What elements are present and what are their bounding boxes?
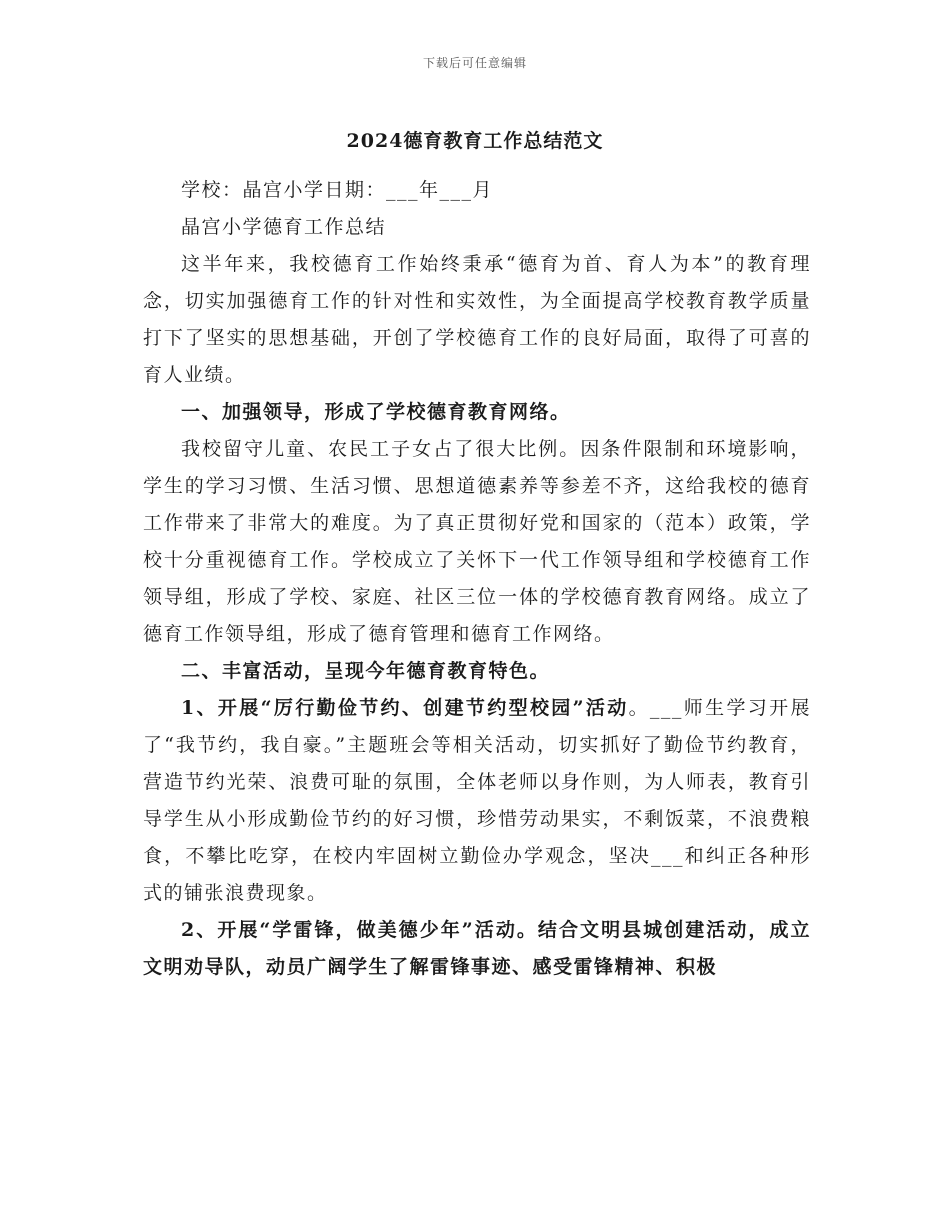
document-subtitle: 晶宫小学德育工作总结	[181, 216, 387, 238]
page-header-note: 下载后可任意编辑	[422, 56, 527, 70]
item-1-paragraph	[143, 690, 811, 912]
intro-paragraph: 这半年来，我校德育工作始终秉承“德育为首、育人为本”的教育理念，切实加强德育工作的针对性和实效性，为全面提高学校教育教学质量打下了坚实的思想基础，开创了学校德育工作的良好局面，取得了可喜的育人业绩。	[143, 253, 811, 386]
section-1-paragraph: 我校留守儿童、农民工子女占了很大比例。因条件限制和环境影响，学生的学习习惯、生活习惯、思想道德素养等参差不齐，这给我校的德育工作带来了非常大的难度。为了真正贯彻好党和国家的（范本）政策，学校十分重视德育工作。学校成立了关怀下一代工作领导组和学校德育工作领导组，形成了学校、家庭、社区三位一体的学校德育教育网络。成立了德育工作领导组，形成了德育管理和德育工作网络。	[143, 438, 811, 645]
document-title: 2024德育教育工作总结范文	[346, 130, 604, 152]
item-2-paragraph: 2、开展“学雷锋，做美德少年”活动。结合文明县城创建活动，成立文明劝导队，动员广阔学生了解雷锋事迹、感受雷锋精神、积极	[143, 919, 811, 978]
item-1-heading: 1、开展“厉行勤俭节约、创建节约型校园”活动	[181, 697, 629, 719]
section-1-heading: 一、加强领导，形成了学校德育教育网络。	[181, 401, 571, 423]
document-body	[143, 172, 811, 986]
item-1-body: 。___师生学习开展了“我节约，我自豪。”主题班会等相关活动，切实抓好了勤俭节约教育，营造节约光荣、浪费可耻的氛围，全体老师以身作则，为人师表，教育引导学生从小形成勤俭节约的好习惯，珍惜劳动果实，不剩饭菜，不浪费粮食，不攀比吃穿，在校内牢固树立勤俭办学观念，坚决___和纠正各种形式的铺张浪费现象。	[143, 697, 811, 904]
school-date-line: 学校：晶宫小学日期：___年___月	[181, 179, 494, 201]
section-2-heading: 二、丰富活动，呈现今年德育教育特色。	[181, 660, 551, 682]
